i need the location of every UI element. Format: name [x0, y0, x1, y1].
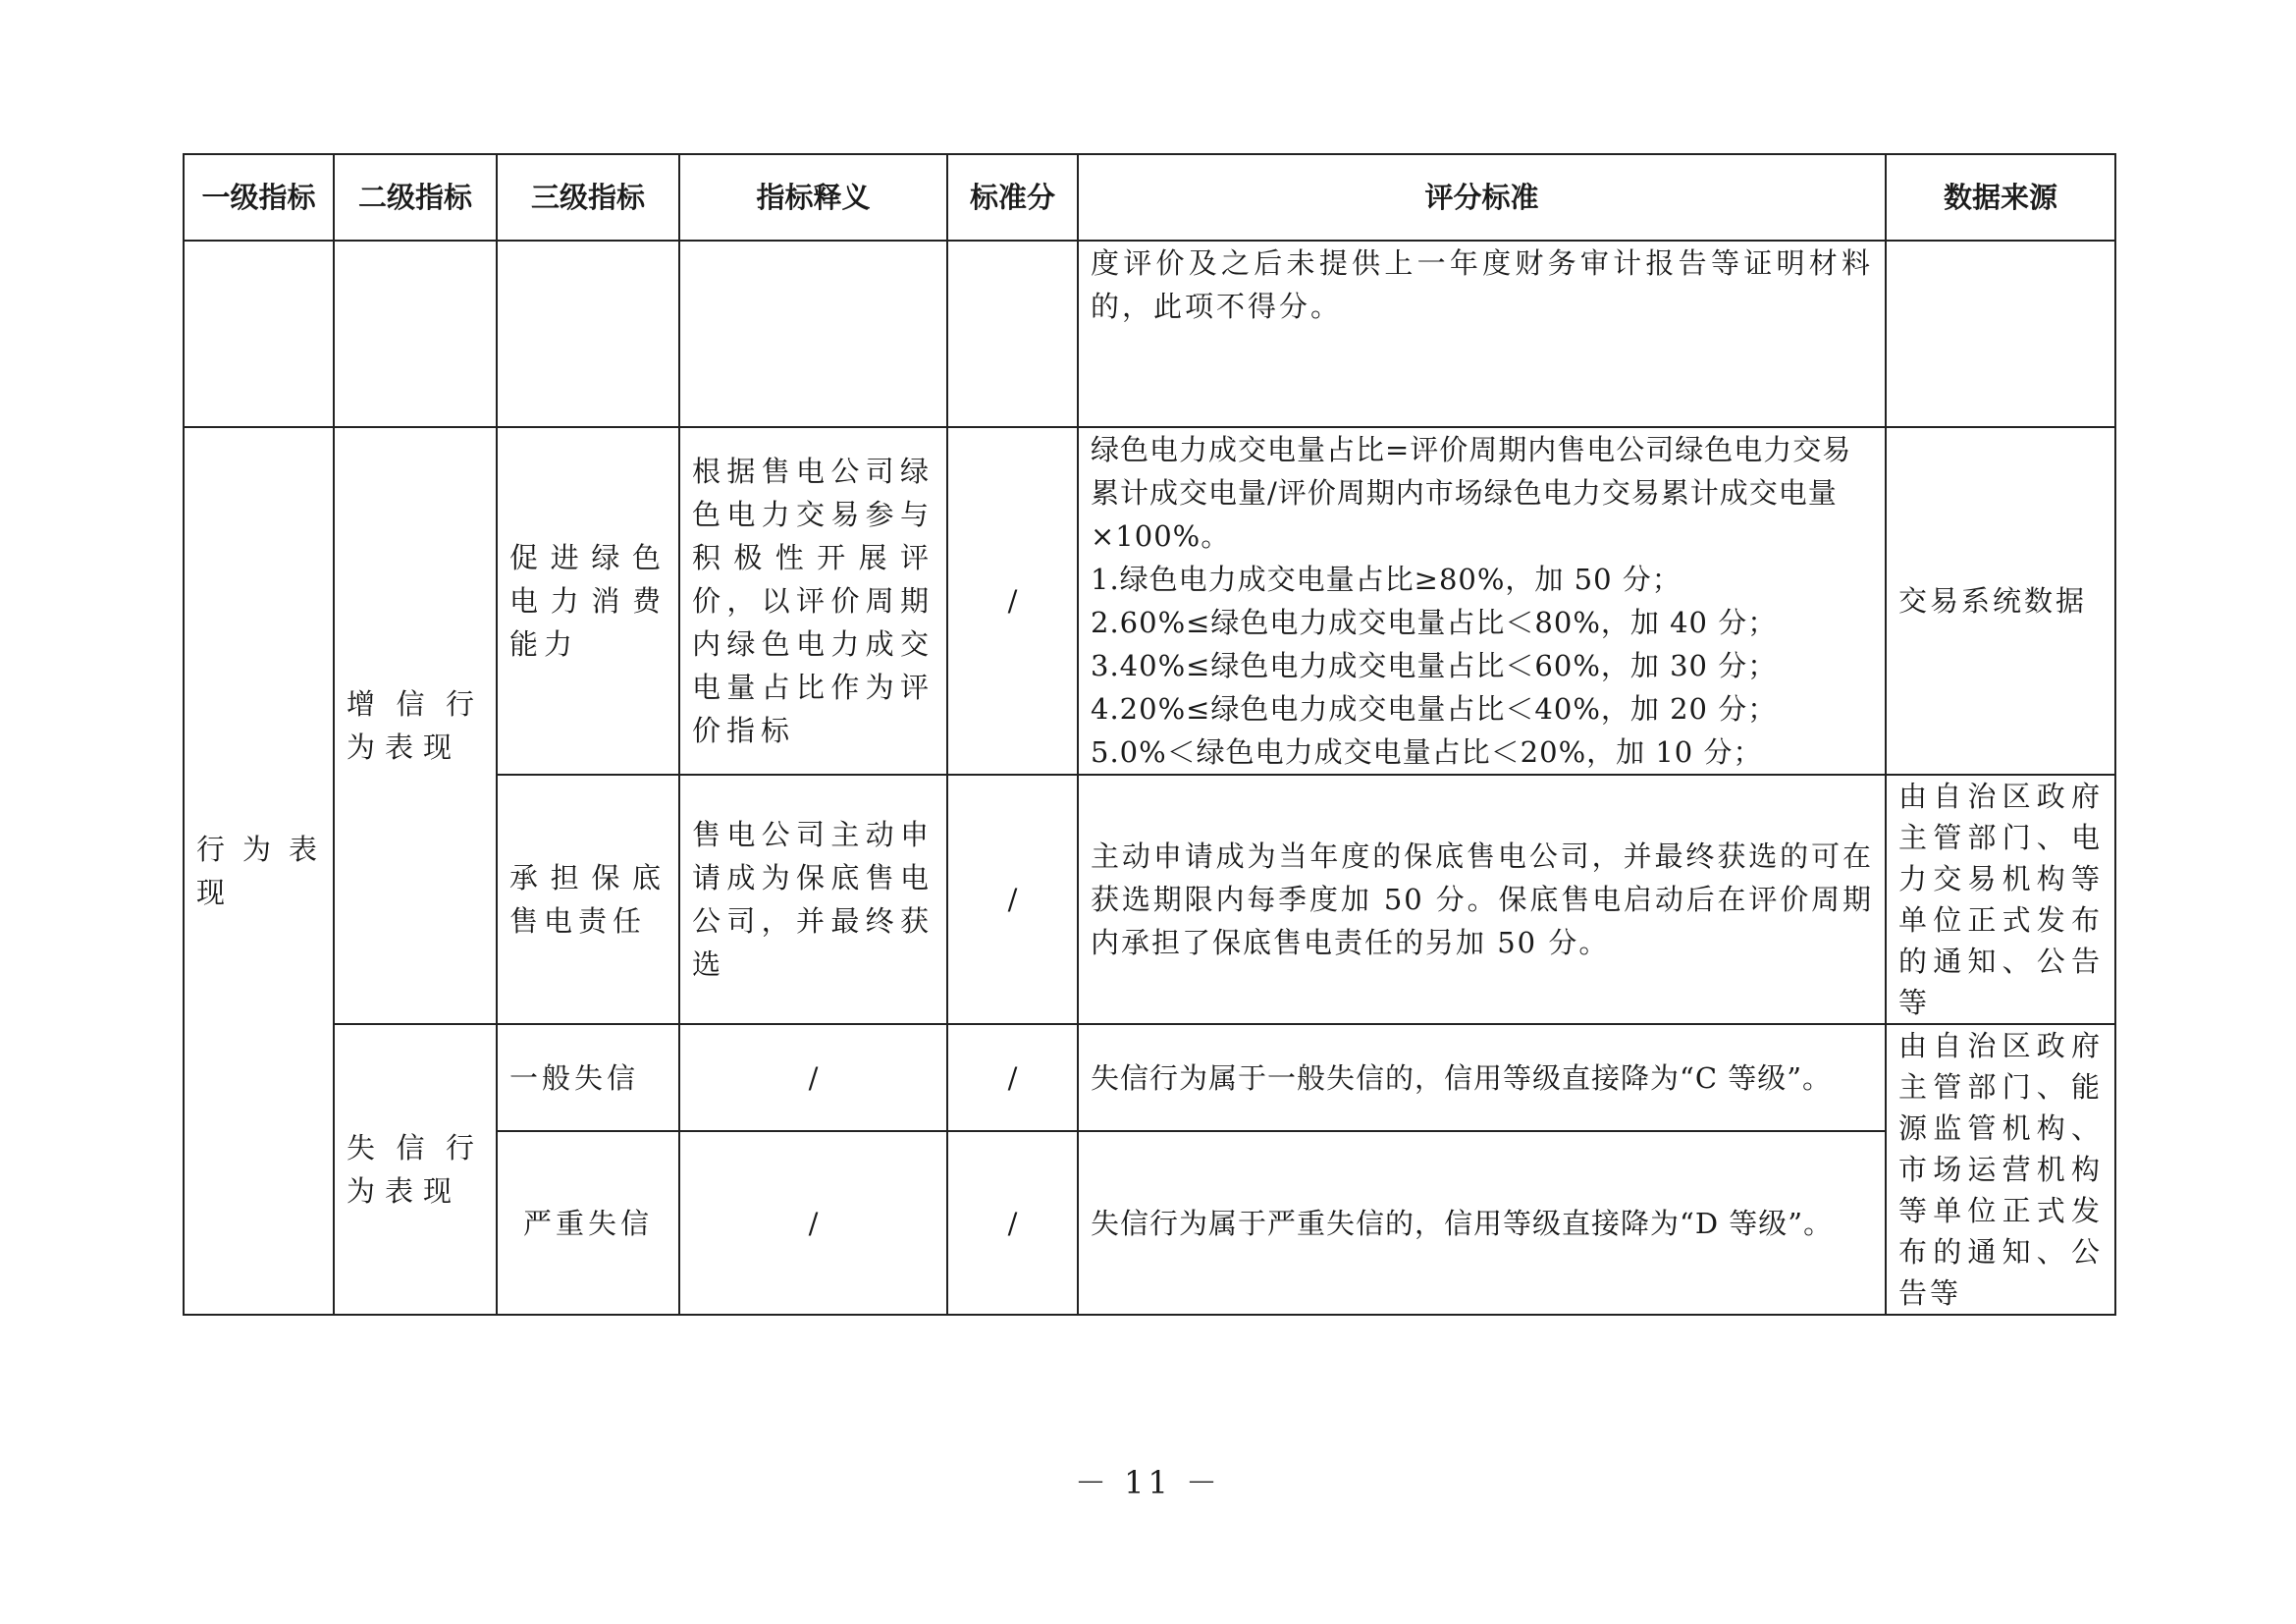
- criteria-cell: [1078, 427, 1886, 775]
- level2-cell-credit-minus: 失信行为表现: [334, 1024, 497, 1315]
- level3-cell: 严重失信: [497, 1131, 679, 1315]
- criteria-line: 2.60%≤绿色电力成交电量占比＜80%，加 40 分；: [1091, 606, 1778, 639]
- definition-cell: /: [679, 1131, 947, 1315]
- table-row: [184, 1024, 2115, 1131]
- score-cell: /: [947, 427, 1078, 775]
- header-level1: 一级指标: [184, 154, 334, 241]
- level1-cell: 行为表现: [184, 427, 334, 1315]
- source-cell: 交易系统数据: [1886, 427, 2115, 775]
- table-header-row: [184, 154, 2115, 241]
- criteria-cell: 失信行为属于严重失信的，信用等级直接降为“D 等级”。: [1078, 1131, 1886, 1315]
- header-score: 标准分: [947, 154, 1078, 241]
- criteria-line: 累计成交电量/评价周期内市场绿色电力交易累计成交电量: [1091, 476, 1838, 510]
- definition-cell: 售电公司主动申请成为保底售电公司，并最终获选: [679, 775, 947, 1024]
- header-source: 数据来源: [1886, 154, 2115, 241]
- criteria-line: 4.20%≤绿色电力成交电量占比＜40%，加 20 分；: [1091, 692, 1778, 726]
- definition-cell: /: [679, 1024, 947, 1131]
- source-cell: 由自治区政府主管部门、电力交易机构等单位正式发布的通知、公告等: [1886, 775, 2115, 1024]
- criteria-line: ×100%。: [1091, 519, 1231, 553]
- level3-cell: 促进绿色电力消费能力: [497, 427, 679, 775]
- criteria-cell: 主动申请成为当年度的保底售电公司，并最终获选的可在获选期限内每季度加 50 分。保底售电启动后在评价周期内承担了保底售电责任的另加 50 分。: [1078, 775, 1886, 1024]
- criteria-line: 绿色电力成交电量占比=评价周期内售电公司绿色电力交易: [1091, 433, 1852, 466]
- score-cell: /: [947, 1024, 1078, 1131]
- definition-cell: 根据售电公司绿色电力交易参与积极性开展评价，以评价周期内绿色电力成交电量占比作为评价指标: [679, 427, 947, 775]
- level3-cell: 承担保底售电责任: [497, 775, 679, 1024]
- header-level3: 三级指标: [497, 154, 679, 241]
- score-cell: /: [947, 1131, 1078, 1315]
- page-number: － 11 －: [1074, 1464, 1222, 1501]
- header-definition: 指标释义: [679, 154, 947, 241]
- table-row: [184, 427, 2115, 775]
- score-cell: /: [947, 775, 1078, 1024]
- criteria-cell: 失信行为属于一般失信的，信用等级直接降为“C 等级”。: [1078, 1024, 1886, 1131]
- continued-criteria: 度评价及之后未提供上一年度财务审计报告等证明材料的，此项不得分。: [1078, 241, 1886, 427]
- criteria-line: 5.0%＜绿色电力成交电量占比＜20%，加 10 分；: [1091, 735, 1763, 769]
- level3-cell: 一般失信: [497, 1024, 679, 1131]
- table-row-continued: [184, 241, 2115, 427]
- criteria-line: 1.绿色电力成交电量占比≥80%，加 50 分；: [1091, 563, 1682, 596]
- criteria-line: 3.40%≤绿色电力成交电量占比＜60%，加 30 分；: [1091, 649, 1778, 682]
- header-criteria: 评分标准: [1078, 154, 1886, 241]
- indicator-table: [183, 153, 2116, 1316]
- header-level2: 二级指标: [334, 154, 497, 241]
- level2-cell-credit-plus: 增信行为表现: [334, 427, 497, 1024]
- source-cell: 由自治区政府主管部门、能源监管机构、市场运营机构等单位正式发布的通知、公告等: [1886, 1024, 2115, 1315]
